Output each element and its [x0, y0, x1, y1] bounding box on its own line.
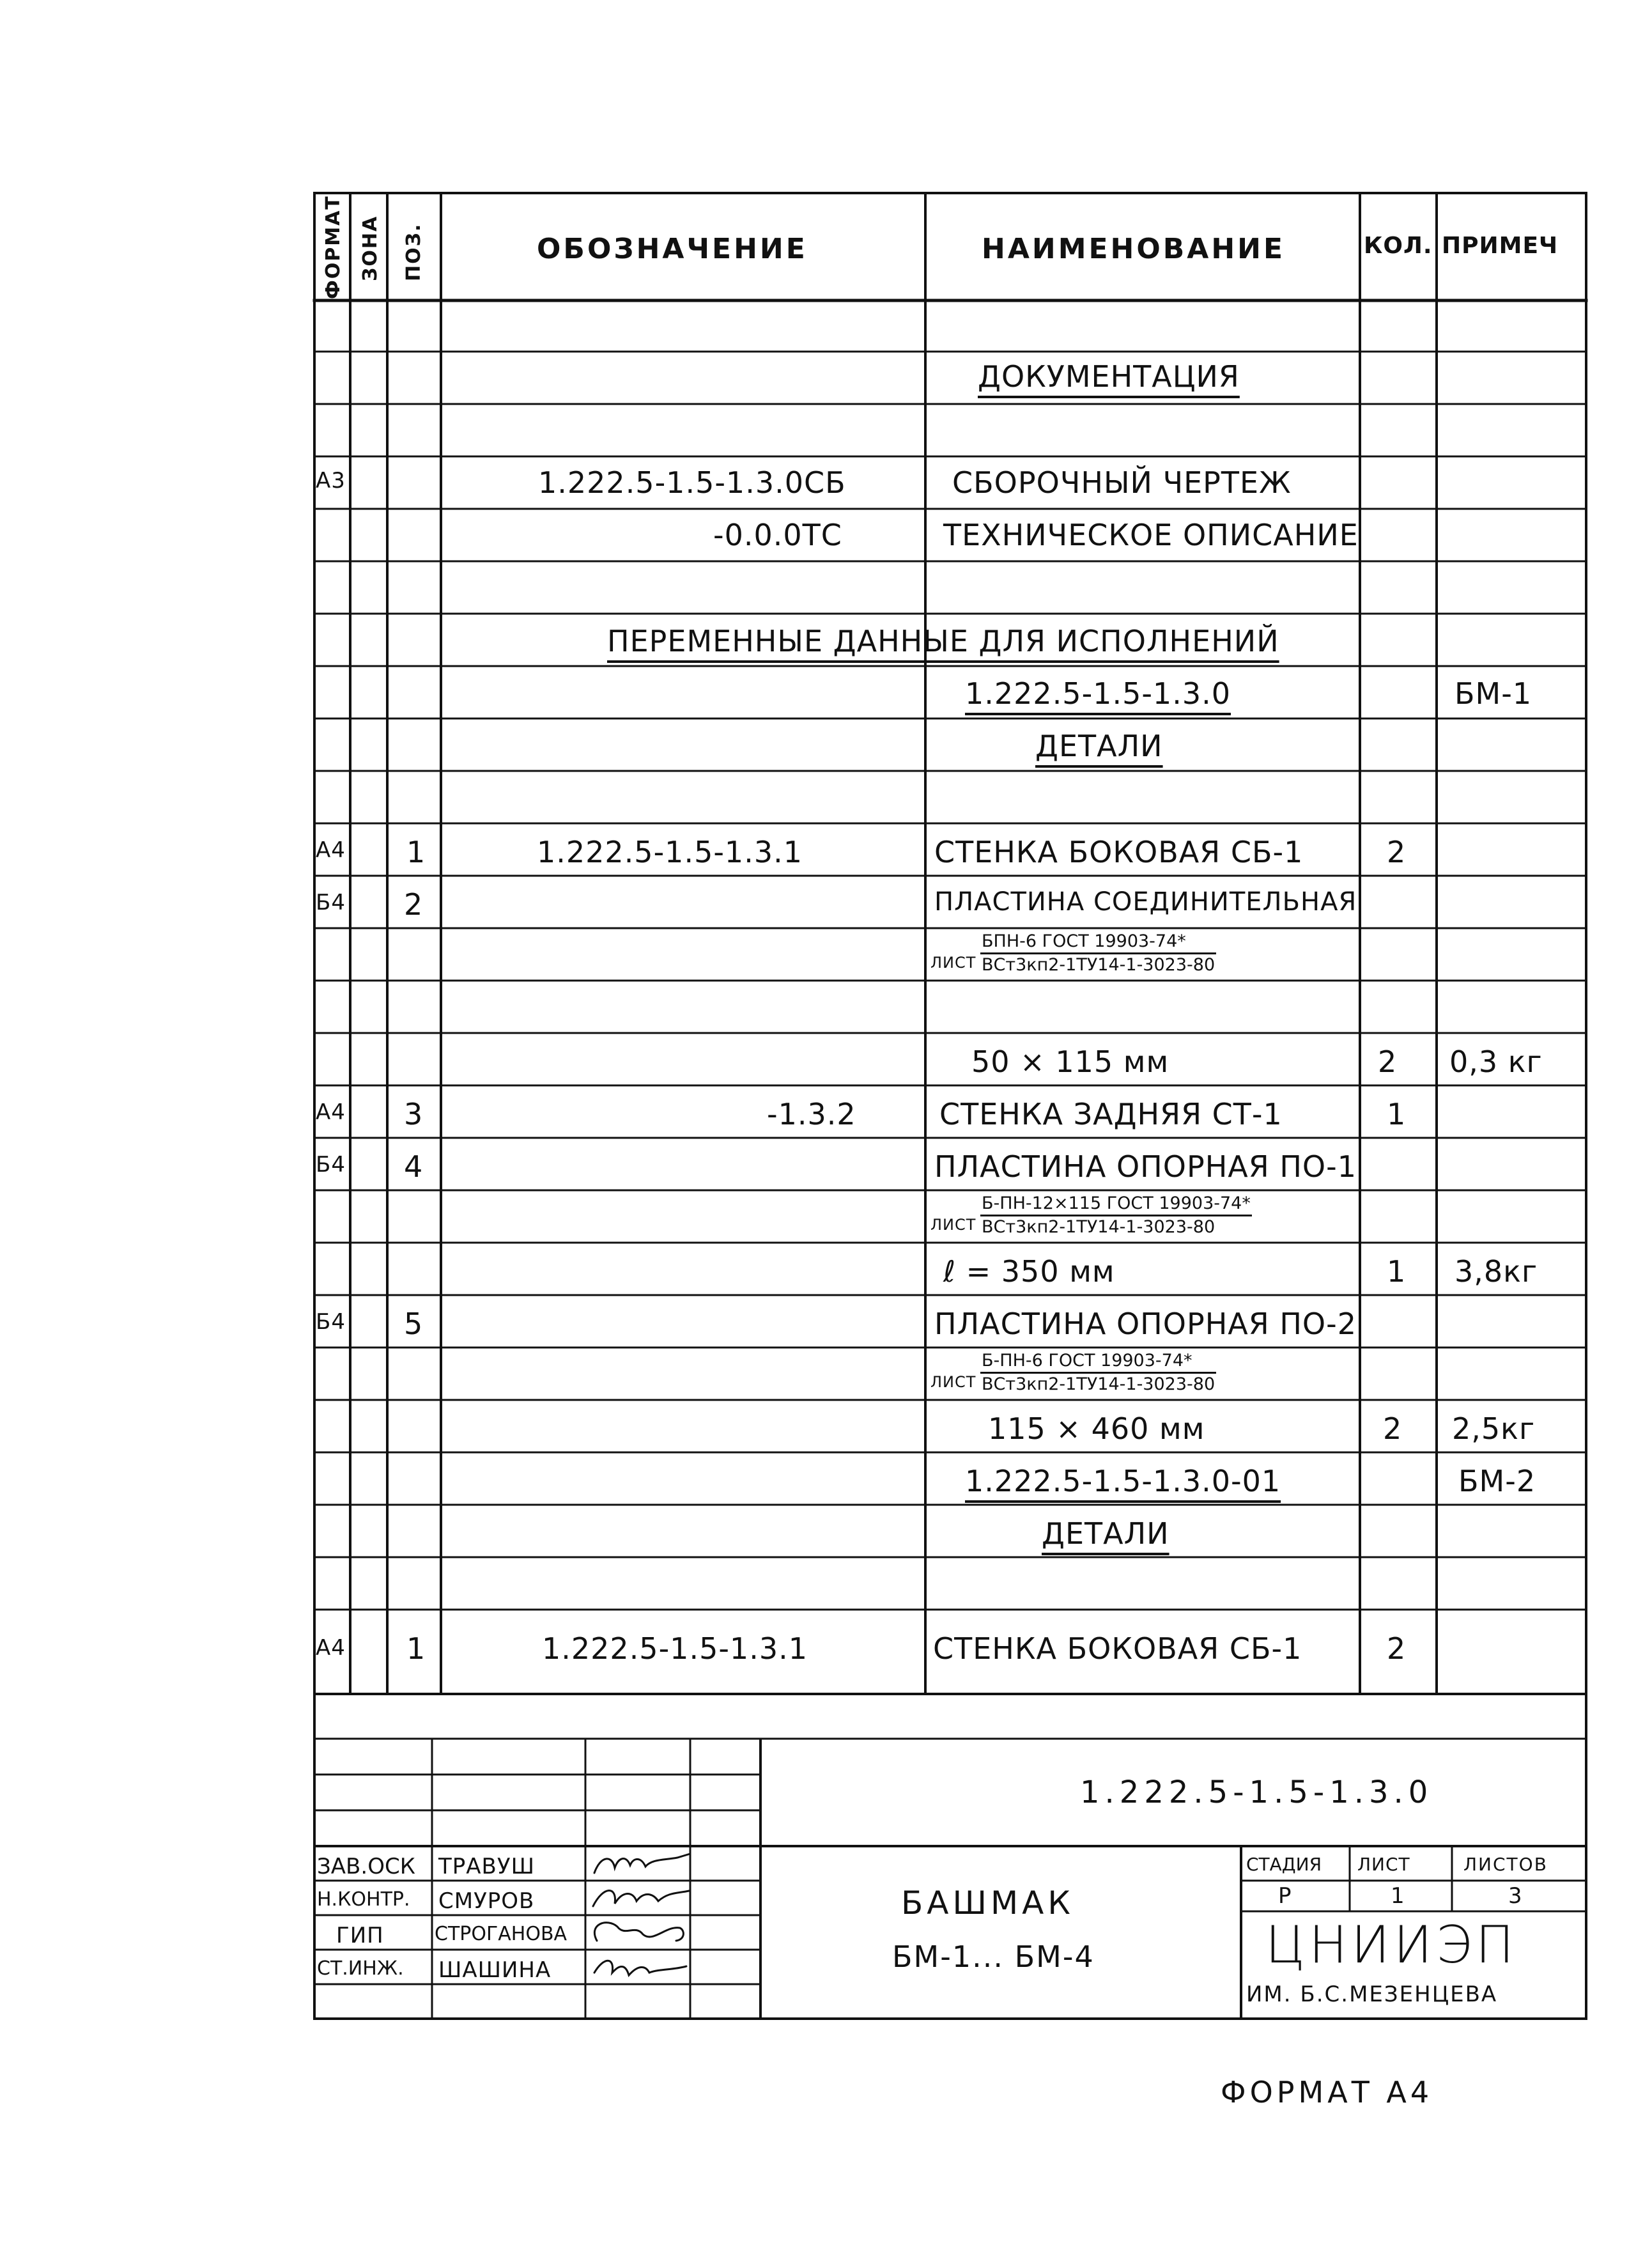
row-name: СТЕНКА БОКОВАЯ СБ-1 — [934, 835, 1304, 869]
row-name: СБОРОЧНЫЙ ЧЕРТЕЖ — [952, 465, 1292, 500]
row-pos: 5 — [404, 1307, 424, 1341]
product-subtitle: БМ-1... БМ-4 — [892, 1939, 1095, 1974]
signature-4 — [594, 1961, 686, 1975]
row-note: БМ-2 — [1458, 1464, 1536, 1498]
material-spec-numerator: Б-ПН-6 ГОСТ 19903-74* — [980, 1350, 1216, 1374]
signature-3 — [594, 1923, 683, 1941]
signature-1 — [594, 1854, 690, 1873]
material-spec-denominator: ВСт3кп2-1ТУ14-1-3023-80 — [982, 1217, 1215, 1237]
material-prefix: ЛИСТ — [930, 1216, 976, 1234]
row-pos: 2 — [404, 887, 424, 922]
row-note: 3,8кг — [1455, 1254, 1538, 1289]
role-label: ГИП — [336, 1923, 384, 1948]
header-designation: ОБОЗНАЧЕНИЕ — [537, 233, 808, 265]
section-details: ДЕТАЛИ — [1042, 1516, 1169, 1551]
row-note: БМ-1 — [1455, 676, 1532, 711]
section-details: ДЕТАЛИ — [1035, 729, 1163, 763]
variant-designation-bm2: 1.222.5-1.5-1.3.0-01 — [965, 1464, 1281, 1498]
material-spec-denominator: ВСт3кп2-1ТУ14-1-3023-80 — [982, 955, 1215, 975]
row-name: ПЛАСТИНА СОЕДИНИТЕЛЬНАЯ — [934, 887, 1357, 917]
organization-logo: ЦНИИЭП — [1265, 1915, 1518, 1975]
sheet-label: ЛИСТ — [1357, 1854, 1410, 1875]
role-label: СТ.ИНЖ. — [317, 1957, 404, 1980]
row-format: Б4 — [316, 890, 346, 915]
material-prefix: ЛИСТ — [930, 1373, 976, 1391]
row-format: А3 — [316, 468, 346, 493]
row-pos: 4 — [404, 1149, 424, 1184]
row-designation: 1.222.5-1.5-1.3.0СБ — [538, 465, 846, 500]
row-name: СТЕНКА БОКОВАЯ СБ-1 — [933, 1631, 1302, 1666]
header-name: НАИМЕНОВАНИЕ — [982, 233, 1286, 265]
row-note: 2,5кг — [1452, 1411, 1536, 1446]
material-spec-numerator: Б-ПН-12×115 ГОСТ 19903-74* — [980, 1193, 1252, 1216]
row-qty: 2 — [1383, 1411, 1403, 1446]
row-qty: 1 — [1387, 1097, 1407, 1131]
header-qty: КОЛ. — [1364, 233, 1433, 259]
row-pos: 1 — [406, 1631, 426, 1666]
row-format: А4 — [316, 1635, 346, 1661]
row-name: ПЛАСТИНА ОПОРНАЯ ПО-2 — [934, 1307, 1357, 1341]
row-format: Б4 — [316, 1309, 346, 1335]
document-number: 1.222.5-1.5-1.3.0 — [1080, 1775, 1433, 1810]
header-format: ФОРМАТ — [322, 195, 344, 299]
sheet-value: 1 — [1391, 1883, 1405, 1909]
product-title: БАШМАК — [901, 1884, 1074, 1922]
stage-label: СТАДИЯ — [1246, 1854, 1322, 1875]
row-qty: 2 — [1387, 835, 1407, 869]
row-qty: 1 — [1387, 1254, 1407, 1289]
section-variable-data: ПЕРЕМЕННЫЕ ДАННЫЕ ДЛЯ ИСПОЛНЕНИЙ — [607, 624, 1279, 658]
sheets-label: ЛИСТОВ — [1463, 1854, 1548, 1875]
role-label: ЗАВ.ОСК — [317, 1854, 415, 1879]
stage-value: Р — [1278, 1883, 1292, 1909]
row-designation: -0.0.0ТС — [713, 518, 842, 552]
row-qty: 2 — [1378, 1045, 1398, 1079]
row-name: 115 × 460 мм — [988, 1411, 1205, 1446]
person-name: ШАШИНА — [438, 1957, 552, 1983]
row-name: ПЛАСТИНА ОПОРНАЯ ПО-1 — [934, 1149, 1357, 1184]
organization-subtitle: ИМ. Б.С.МЕЗЕНЦЕВА — [1246, 1982, 1498, 2007]
row-name: СТЕНКА ЗАДНЯЯ СТ-1 — [939, 1097, 1283, 1131]
header-zone: ЗОНА — [359, 215, 382, 281]
row-pos: 1 — [406, 835, 426, 869]
row-format: А4 — [316, 837, 346, 863]
material-spec-numerator: БПН-6 ГОСТ 19903-74* — [980, 931, 1216, 954]
signature-2 — [593, 1890, 689, 1906]
person-name: ТРАВУШ — [438, 1854, 535, 1879]
header-pos: ПОЗ. — [403, 222, 425, 281]
variant-designation-bm1: 1.222.5-1.5-1.3.0 — [965, 676, 1231, 711]
person-name: СТРОГАНОВА — [435, 1923, 567, 1945]
sheets-value: 3 — [1508, 1883, 1523, 1909]
row-note: 0,3 кг — [1449, 1045, 1543, 1079]
section-documentation: ДОКУМЕНТАЦИЯ — [978, 359, 1240, 394]
row-designation: -1.3.2 — [767, 1097, 856, 1131]
row-format: А4 — [316, 1099, 346, 1125]
row-name: ТЕХНИЧЕСКОЕ ОПИСАНИЕ — [943, 518, 1359, 552]
row-qty: 2 — [1387, 1631, 1407, 1666]
row-designation: 1.222.5-1.5-1.3.1 — [542, 1631, 808, 1666]
row-name: 50 × 115 мм — [971, 1045, 1169, 1079]
person-name: СМУРОВ — [438, 1888, 535, 1914]
row-pos: 3 — [404, 1097, 424, 1131]
row-designation: 1.222.5-1.5-1.3.1 — [537, 835, 803, 869]
material-prefix: ЛИСТ — [930, 954, 976, 972]
role-label: Н.КОНТР. — [317, 1888, 410, 1911]
header-note: ПРИМЕЧ — [1442, 233, 1559, 259]
material-spec-denominator: ВСт3кп2-1ТУ14-1-3023-80 — [982, 1374, 1215, 1394]
row-format: Б4 — [316, 1152, 346, 1177]
sheet-format-label: ФОРМАТ А4 — [1221, 2075, 1433, 2109]
row-name: ℓ = 350 мм — [943, 1254, 1115, 1289]
